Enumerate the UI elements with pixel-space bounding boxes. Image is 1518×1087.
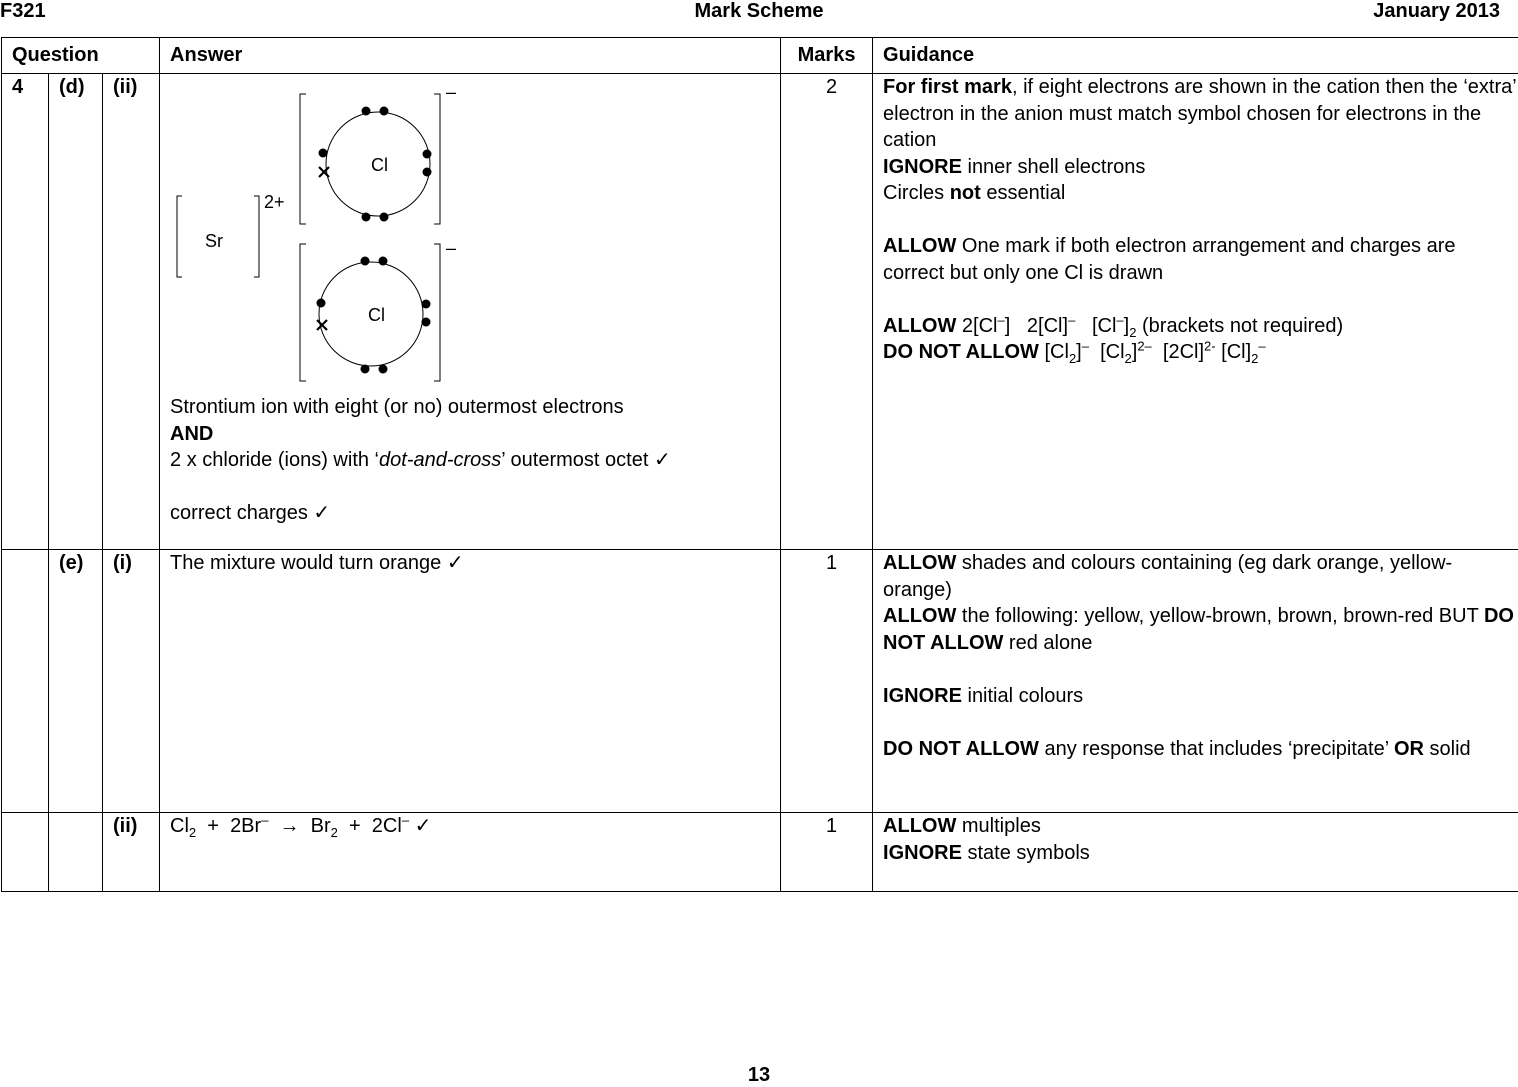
cl-bottom-symbol: Cl <box>368 305 385 325</box>
guidance-line: DO NOT ALLOW any response that includes ‘precipitate’ OR solid <box>883 736 1518 763</box>
answer-cell: The mixture would turn orange ✓ <box>160 550 781 813</box>
arrow-icon: → <box>268 815 310 837</box>
marks-cell: 1 <box>781 550 873 813</box>
question-part <box>49 813 103 892</box>
guidance-line: IGNORE state symbols <box>883 840 1518 867</box>
table-row <box>2 74 1518 550</box>
guidance-line: IGNORE inner shell electrons <box>883 154 1518 181</box>
answer-cell <box>160 813 781 892</box>
guidance-line: ALLOW One mark if both electron arrangement and charges are correct but only one Cl is drawn <box>883 233 1518 286</box>
guidance-line: Circles not essential <box>883 180 1518 207</box>
marks-cell: 2 <box>781 74 873 550</box>
guidance-line: For first mark, if eight electrons are shown in the cation then the ‘extra’ electron in the anion must match symbol chosen for electrons in the cation <box>883 74 1518 154</box>
question-subpart: (ii) <box>103 74 160 550</box>
guidance-line: ALLOW shades and colours containing (eg dark orange, yellow-orange) <box>883 550 1518 603</box>
question-number <box>2 550 49 813</box>
guidance-line: IGNORE initial colours <box>883 683 1518 710</box>
question-part: (d) <box>49 74 103 550</box>
table-header-row <box>2 38 1518 74</box>
col-header-marks: Marks <box>781 38 873 74</box>
document-code: F321 <box>0 0 46 22</box>
sr-charge: 2+ <box>264 192 285 212</box>
guidance-cell <box>873 550 1518 813</box>
equation: $Cl_2 + 2Br^- \to Br_2 + 2Cl^-$ ✓ <box>170 813 780 840</box>
question-number: 4 <box>2 74 49 550</box>
sr-symbol: Sr <box>205 231 223 251</box>
cl-bottom-cross-electron <box>317 320 327 330</box>
cl-bottom-charge: – <box>446 238 456 258</box>
document-title: Mark Scheme <box>0 0 1518 22</box>
document-date: January 2013 <box>1373 0 1500 22</box>
question-subpart: (ii) <box>103 813 160 892</box>
answer-and: AND <box>170 421 780 448</box>
table-row <box>2 550 1518 813</box>
page-number: 13 <box>0 1064 1518 1087</box>
answer-line: Strontium ion with eight (or no) outermost electrons <box>170 394 780 421</box>
col-header-guidance: Guidance <box>873 38 1518 74</box>
guidance-line: ALLOW multiples <box>883 813 1518 840</box>
question-number <box>2 813 49 892</box>
guidance-line: ALLOW the following: yellow, yellow-brown, brown, brown-red BUT DO NOT ALLOW red alone <box>883 603 1518 656</box>
cl-ion-top-brackets <box>300 94 440 224</box>
cl-top-charge: – <box>446 82 456 102</box>
question-subpart: (i) <box>103 550 160 813</box>
col-header-question: Question <box>2 38 160 74</box>
cl-top-symbol: Cl <box>371 155 388 175</box>
sr-cl2-dot-cross-diagram <box>170 74 470 394</box>
guidance-cell <box>873 813 1518 892</box>
guidance-line: ALLOW 2[Cl–] 2[Cl]– $[Cl^-]_2$ (brackets not required) <box>883 313 1518 340</box>
cl-top-cross-electron <box>319 167 329 177</box>
col-header-answer: Answer <box>160 38 781 74</box>
guidance-line: DO NOT ALLOW $[Cl_2]^-$ $[Cl_2]^{2-}$ $[2Cl]^{2-}$ $[Cl]_2^-$ <box>883 339 1518 366</box>
table-row <box>2 813 1518 892</box>
answer-line: 2 x chloride (ions) with ‘dot-and-cross’ outermost octet ✓ <box>170 447 780 474</box>
guidance-cell <box>873 74 1518 550</box>
mark-scheme-table <box>1 37 1518 892</box>
answer-line: correct charges ✓ <box>170 500 780 527</box>
marks-cell: 1 <box>781 813 873 892</box>
answer-cell <box>160 74 781 550</box>
question-part: (e) <box>49 550 103 813</box>
